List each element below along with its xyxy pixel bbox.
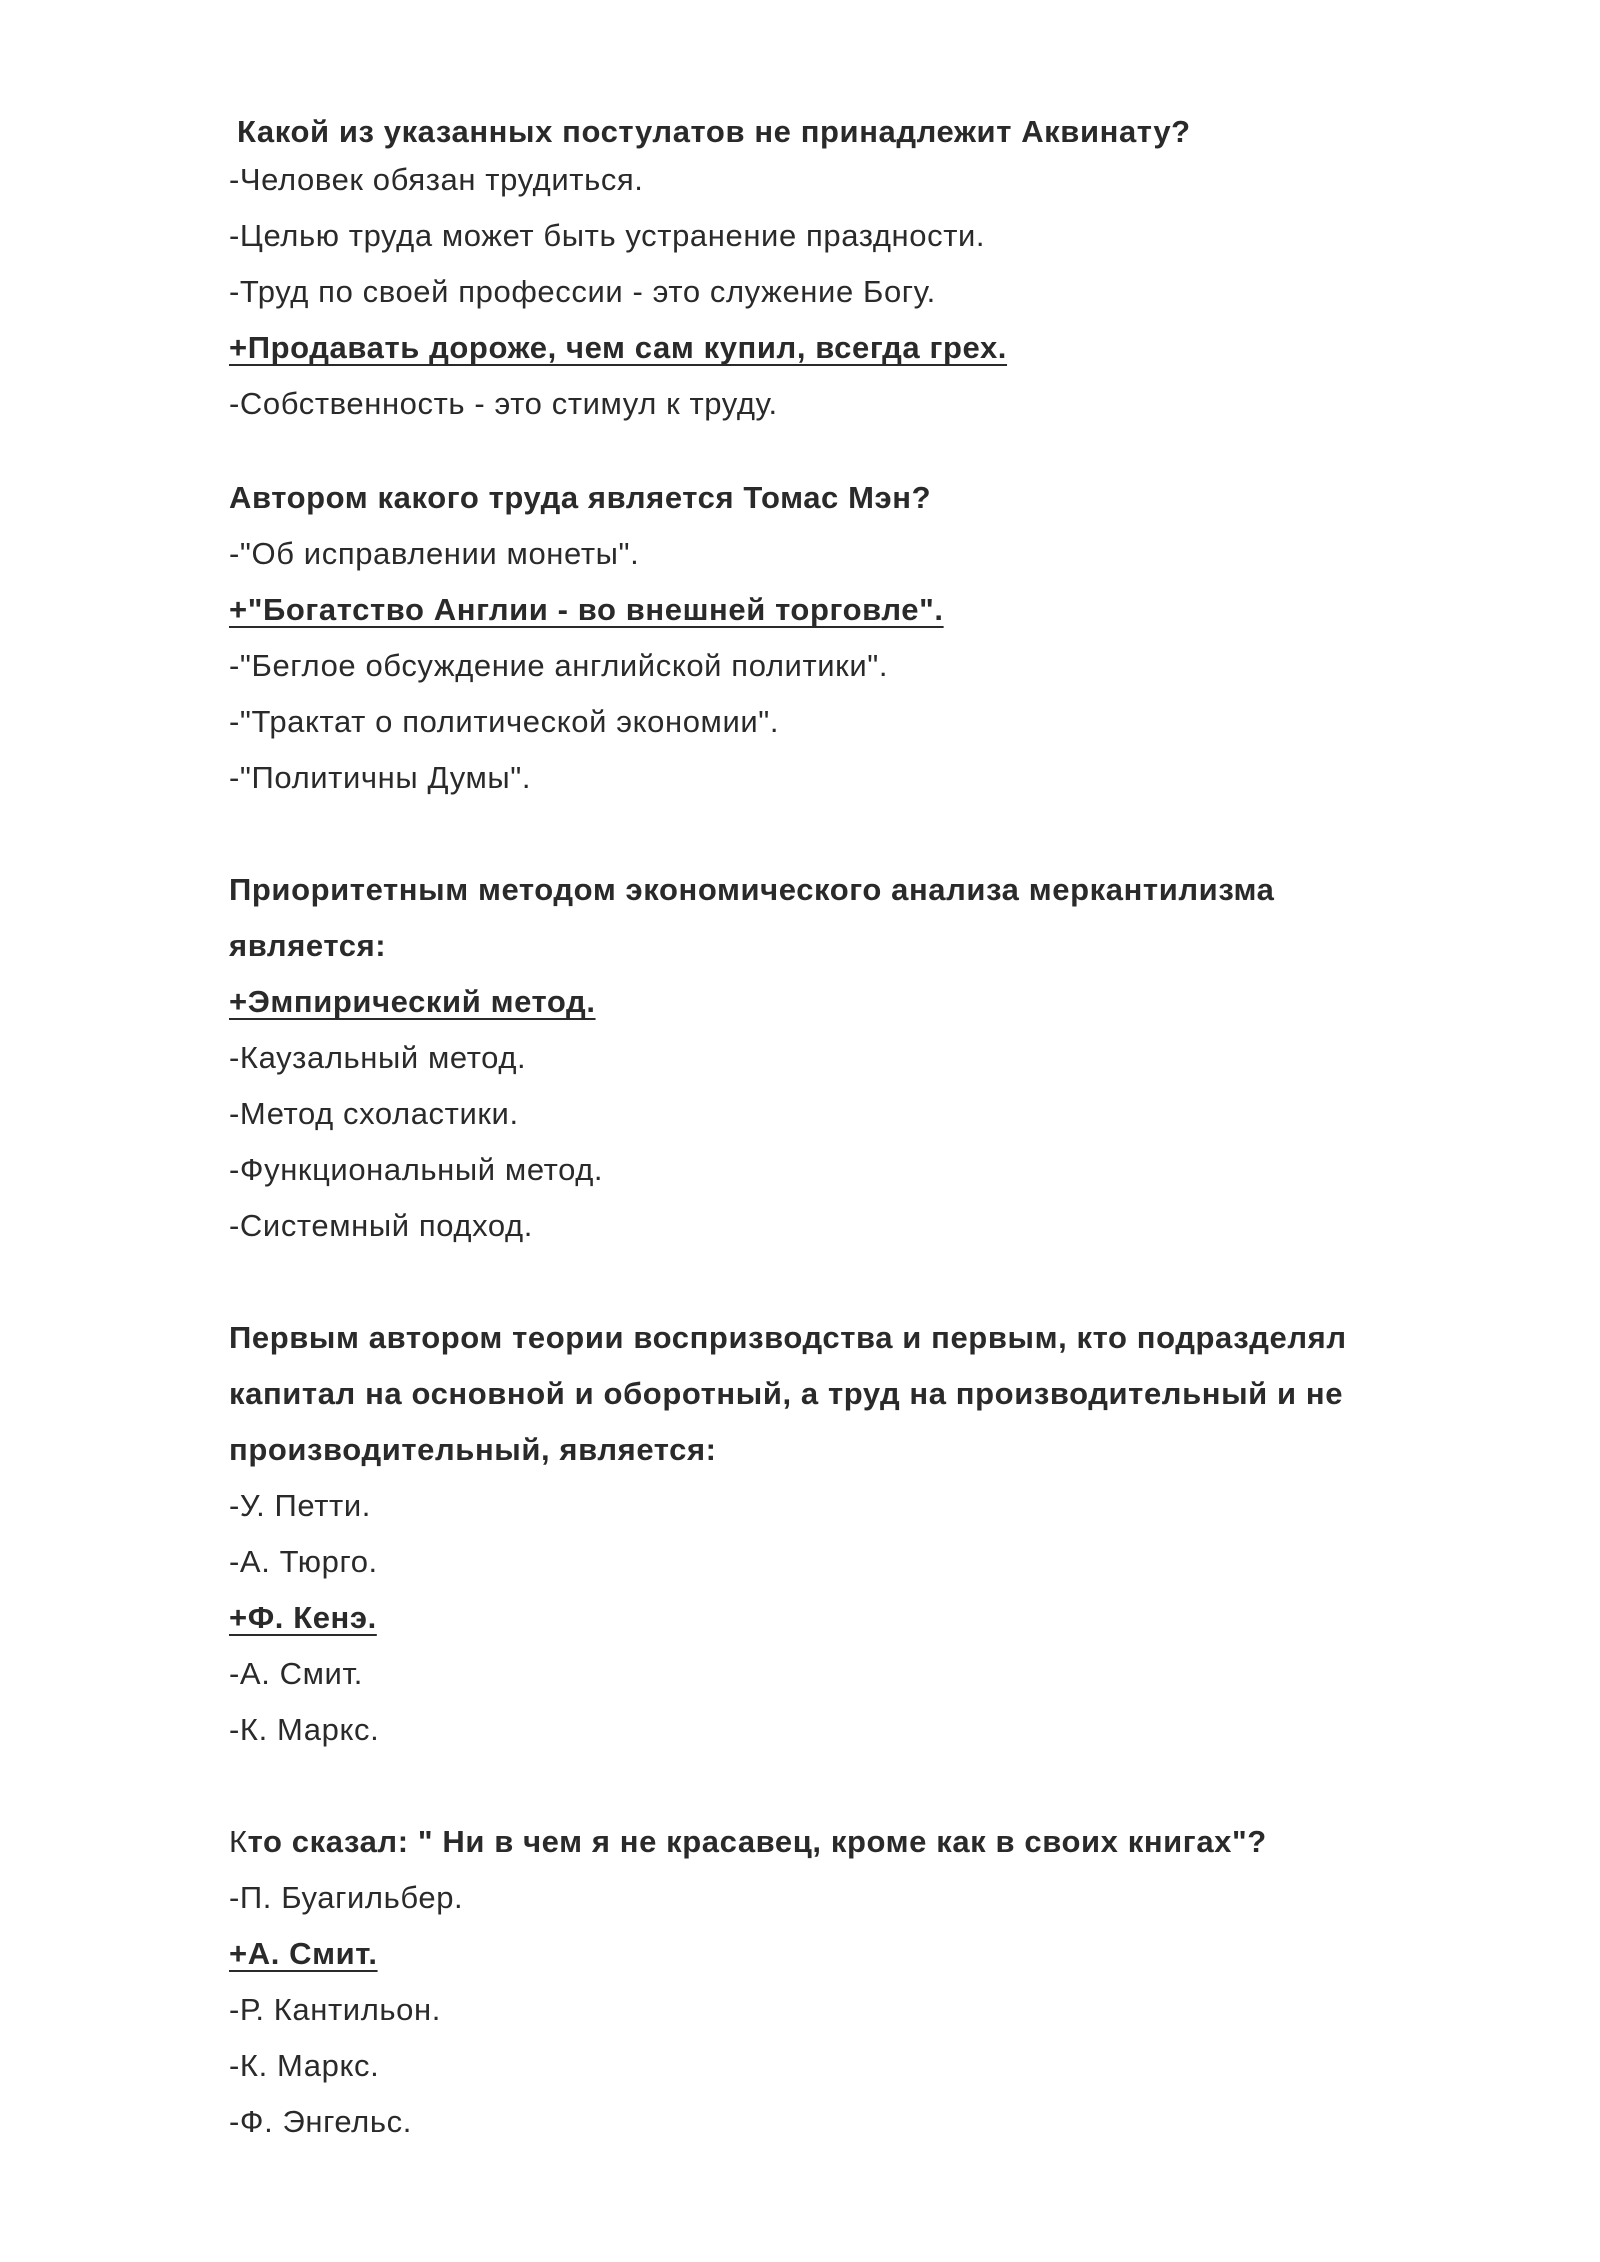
question-text-line: Первым автором теории воспризводства и первым, кто подразделял: [229, 1320, 1347, 1355]
question-text-line: Приоритетным методом экономического анализа меркантилизма: [229, 872, 1275, 907]
question-block-5: [229, 1814, 1449, 2150]
answer-option: -Целью труда может быть устранение праздности.: [229, 218, 986, 253]
answer-option: -Р. Кантильон.: [229, 1992, 441, 2027]
question-text: [229, 1814, 1449, 1870]
answer-option: -"Беглое обсуждение английской политики".: [229, 648, 889, 683]
question-text-line: капитал на основной и оборотный, а труд на производительный и не: [229, 1376, 1344, 1411]
spacer: [229, 806, 1449, 862]
answer-option: -П. Буагильбер.: [229, 1880, 464, 1915]
question-block-3: [229, 862, 1449, 1254]
correct-answer-option: +Эмпирический метод.: [229, 984, 596, 1019]
answer-option: -"Трактат о политической экономии".: [229, 704, 780, 739]
spacer: [229, 1254, 1449, 1310]
correct-answer-option: +А. Смит.: [229, 1936, 378, 1971]
question-text: Автором какого труда является Томас Мэн?: [229, 480, 932, 515]
question-block-4: [229, 1310, 1449, 1758]
question-prefix: К: [229, 1824, 248, 1859]
answer-option: -А. Тюрго.: [229, 1544, 378, 1579]
answer-option: -Собственность - это стимул к труду.: [229, 386, 778, 421]
answer-option: -Ф. Энгельс.: [229, 2104, 412, 2139]
correct-answer-option: +Ф. Кенэ.: [229, 1600, 377, 1635]
spacer: [229, 432, 1449, 470]
quiz-content: [229, 112, 1449, 2150]
spacer: [229, 1758, 1449, 1814]
question-rest: то сказал: " Ни в чем я не красавец, кроме как в своих книгах"?: [247, 1824, 1267, 1859]
question-text-line: производительный, является:: [229, 1432, 717, 1467]
question-text: Какой из указанных постулатов не принадлежит Аквинату?: [237, 114, 1191, 149]
answer-option: -Труд по своей профессии - это служение Богу.: [229, 274, 936, 309]
question-block-2: [229, 470, 1449, 806]
answer-option: -К. Маркс.: [229, 1712, 380, 1747]
question-block-1: [229, 112, 1449, 432]
answer-option: -Системный подход.: [229, 1208, 533, 1243]
correct-answer-option: +"Богатство Англии - во внешней торговле".: [229, 592, 944, 627]
answer-option: -"Политичны Думы".: [229, 760, 532, 795]
correct-answer-option: +Продавать дороже, чем сам купил, всегда грех.: [229, 330, 1008, 365]
answer-option: -Человек обязан трудиться.: [229, 162, 644, 197]
question-text-line: является:: [229, 928, 387, 963]
answer-option: -К. Маркс.: [229, 2048, 380, 2083]
answer-option: -Функциональный метод.: [229, 1152, 604, 1187]
answer-option: -Метод схоластики.: [229, 1096, 519, 1131]
answer-option: -Каузальный метод.: [229, 1040, 527, 1075]
answer-option: -У. Петти.: [229, 1488, 371, 1523]
answer-option: -А. Смит.: [229, 1656, 364, 1691]
answer-option: -"Об исправлении монеты".: [229, 536, 640, 571]
